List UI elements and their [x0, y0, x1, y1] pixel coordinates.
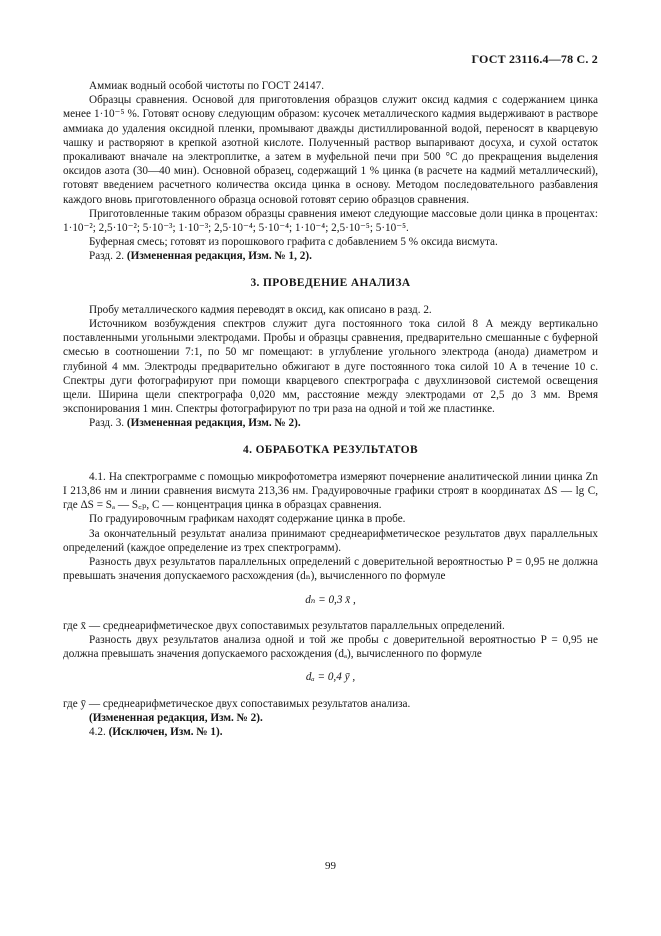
paragraph-parallel-difference: Разность двух результатов параллельных определений с доверительной вероятностью P = 0,95 не должна превышать значения допускаемого расхождения (dₙ), вычисленного по формуле — [63, 556, 598, 583]
paragraph-reference-samples: Образцы сравнения. Основой для приготовления образцов служит оксид кадмия с содержанием цинка менее 1·10⁻⁵ %. Готовят основу следующим образом: кусочек металлического кадмия выдерживают в растворе аммиака до удаления оксидной пленки, промывают дважды дистиллированной водой, переносят в кварцевую чашку и растворяют в крепкой азотной кислоте. Полученный раствор выпаривают досуха, и сухой остаток прокаливают вначале на электроплитке, а затем в муфельной печи при 500 °С до прекращения выделения оксидов азота (30—40 мин). Основной образец, содержащий 1 % цинка (в расчете на кадмий металлический), готовят введением расчетного количества оксида цинка в основу. Методом последовательного разбавления каждого вновь приготовленного образца основой готовят серию образцов сравнения. — [63, 94, 598, 206]
amendment-note-section2 — [63, 249, 598, 263]
paragraph-analysis-difference: Разность двух результатов анализа одной и той же пробы с доверительной вероятностью P = 0,95 не должна превышать значения допускаемого расхождения (dₐ), вычисленного по формуле — [63, 633, 598, 661]
paragraph-4-2 — [63, 725, 598, 739]
section-heading-results: 4. ОБРАБОТКА РЕЗУЛЬТАТОВ — [243, 443, 418, 456]
clause-excluded-note: (Исключен, Изм. № 1). — [108, 725, 223, 738]
paragraph-4-1: 4.1. На спектрограмме с помощью микрофотометра измеряют почернение аналитической линии цинка Zn I 213,86 нм и линии сравнения висмута 213,36 нм. Градуировочные графики строят в координатах ΔS — lg C, где ΔS = Sₐ — S꜀ₚ, C — концентрация цинка в образцах сравнения. — [63, 470, 598, 512]
section-heading-analysis: 3. ПРОВЕДЕНИЕ АНАЛИЗА — [250, 276, 411, 289]
paragraph-sample-conversion: Пробу металлического кадмия переводят в оксид, как описано в разд. 2. — [89, 303, 432, 316]
formula-dn: dₙ = 0,3 x̄ , — [305, 593, 356, 606]
amendment-prefix: Разд. 2. — [89, 250, 125, 263]
paragraph-final-result: За окончательный результат анализа принимают среднеарифметическое результатов двух параллельных определений (каждое определение из трех спектрограмм). — [63, 527, 598, 554]
paragraph-mass-fractions: Приготовленные таким образом образцы сравнения имеют следующие массовые доли цинка в процентах: 1·10⁻²; 2,5·10⁻²; 5·10⁻³; 1·10⁻³; 2,5·10⁻⁴; 5·10⁻⁴; 1·10⁻⁴; 2,5·10⁻⁵; 5·10⁻⁵. — [63, 207, 598, 235]
standard-header: ГОСТ 23116.4—78 С. 2 — [471, 52, 598, 66]
clause-number: 4.2. — [89, 725, 106, 738]
page-number: 99 — [325, 860, 336, 872]
paragraph-ammonia: Аммиак водный особой чистоты по ГОСТ 24147. — [89, 80, 324, 92]
formula-da: dₐ = 0,4 ȳ , — [305, 671, 356, 684]
amendment-text: (Измененная редакция, Изм. № 2). — [89, 711, 263, 724]
amendment-text: (Измененная редакция, Изм. № 1, 2). — [126, 250, 312, 263]
paragraph-buffer-mixture: Буферная смесь; готовят из порошкового графита с добавлением 5 % оксида висмута. — [89, 236, 498, 249]
paragraph-excitation-source: Источником возбуждения спектров служит дуга постоянного тока силой 8 А между вертикально поставленными угольными электродами. Пробы и образцы сравнения, предварительно смешанные с буферной смесью в соотношении 7:1, по 50 мг помещают: в углубление угольного электрода (анода) диаметром и глубиной 4 мм. Электроды предварительно обжигают в дуге постоянного тока силой 10 А в течение 10 с. Спектры дуги фотографируют при помощи кварцевого спектрографа с двухлинзовой системой освещения щели. Ширина щели спектрографа 0,020 мм, расстояние между электродами от 2,5 до 3 мм. Время экспонирования 1 мин. Спектры фотографируют по три раза на одной и той же пластинке. — [63, 318, 598, 416]
amendment-note-section3 — [63, 416, 598, 430]
paragraph-where-x: где x̄ — среднеарифметическое двух сопоставимых результатов параллельных определений. — [63, 619, 505, 632]
document-body — [63, 79, 598, 739]
amendment-text: (Измененная редакция, Изм. № 2). — [126, 417, 301, 430]
paragraph-calibration-graphs: По градуировочным графикам находят содержание цинка в пробе. — [89, 513, 406, 526]
amendment-prefix: Разд. 3. — [89, 417, 125, 430]
amendment-note-section4 — [63, 711, 598, 725]
document-page — [63, 0, 598, 936]
paragraph-where-y: где ȳ — среднеарифметическое двух сопоставимых результатов анализа. — [63, 697, 411, 710]
